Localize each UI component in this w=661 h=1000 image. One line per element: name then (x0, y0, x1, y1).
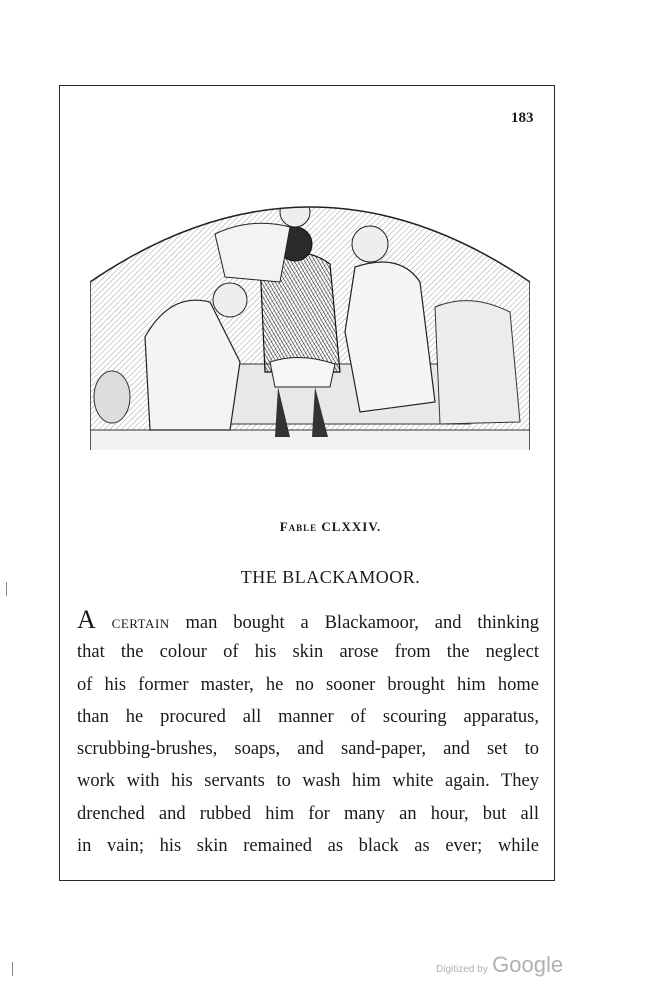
body-line: than he procured all manner of scouring apparatus, (77, 706, 539, 727)
watermark-prefix: Digitized by (436, 964, 488, 975)
margin-mark (12, 962, 13, 976)
body-line: drenched and rubbed him for many an hour, but all (77, 803, 539, 824)
body-line: of his former master, he no sooner brought him home (77, 674, 539, 695)
body-line: in vain; his skin remained as black as ever; while (77, 836, 539, 857)
margin-mark (6, 582, 7, 596)
drop-cap: A (77, 605, 96, 634)
body-line: scrubbing-brushes, soaps, and sand-paper, and set to (77, 739, 539, 760)
body-line: that the colour of his skin arose from the neglect (77, 642, 539, 663)
page-number: 183 (511, 110, 534, 126)
fable-number: Fable CLXXIV. (279, 519, 382, 534)
first-line-rest: man bought a Blackamoor, and thinking (169, 613, 539, 633)
digitized-watermark (436, 952, 563, 978)
body-line-first (77, 604, 539, 636)
body-line: work with his servants to wash him white again. They (77, 771, 539, 792)
small-caps-word: certain (111, 613, 170, 633)
google-logo: Google (492, 952, 564, 977)
fable-title: THE BLACKAMOOR. (240, 567, 421, 587)
fable-body (77, 604, 539, 862)
fable-illustration (90, 172, 530, 450)
